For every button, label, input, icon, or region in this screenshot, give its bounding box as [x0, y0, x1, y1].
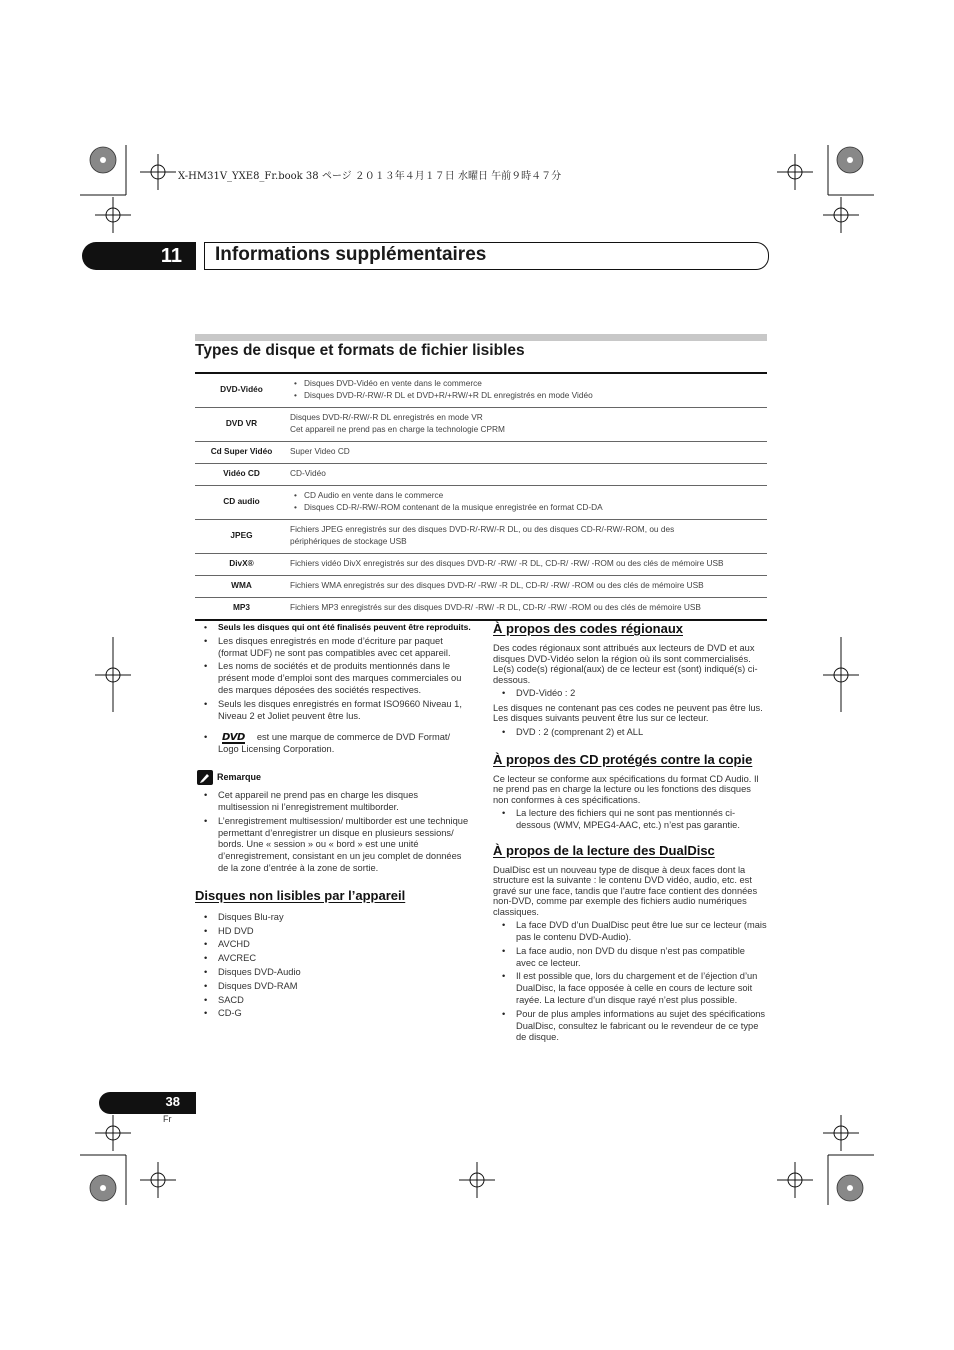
formats-table	[195, 372, 767, 621]
format-name: DivX®	[229, 558, 254, 568]
dvd-logo-icon: DVD	[222, 732, 245, 744]
list-item: • La lecture des fichiers qui ne sont pas mentionnés ci-dessous (WMV, MPEG4-AAC, etc.) n’est pas garantie.	[516, 808, 767, 832]
pencil-note-icon	[197, 770, 213, 785]
list-item: • Cet appareil ne prend pas en charge les disques multisession ni l’enregistrement multiborder.	[218, 790, 471, 814]
list-item: • Disques DVD-RAM	[218, 981, 471, 993]
format-name: JPEG	[230, 530, 253, 540]
format-name: Cd Super Vidéo	[210, 446, 273, 456]
right-column	[493, 620, 767, 1046]
format-name: MP3	[232, 602, 251, 612]
left-column	[195, 622, 471, 1022]
list-item: • La face audio, non DVD du disque n’est pas compatible avec ce lecteur.	[516, 946, 767, 970]
format-desc: Super Video CD	[290, 446, 350, 456]
page-number-badge	[99, 1092, 196, 1114]
list-item: • CD Audio en vente dans le commerce	[304, 489, 767, 501]
list-item: • Disques DVD-R/-RW/-R DL et DVD+R/+RW/+R DL enregistrés en mode Vidéo	[304, 389, 767, 401]
list-item: • HD DVD	[218, 926, 471, 938]
table-row	[195, 554, 767, 576]
list-item: • DVD : 2 (comprenant 2) et ALL	[516, 727, 767, 739]
list-item	[218, 732, 471, 756]
table-row	[195, 576, 767, 598]
list-item: • AVCREC	[218, 953, 471, 965]
chapter-badge	[82, 242, 196, 270]
list-item: • SACD	[218, 995, 471, 1007]
book-file-line: X-HM31V_YXE8_Fr.book 38 ページ ２０１３年４月１７日 水曜日 午前９時４７分	[178, 171, 562, 182]
region-heading: À propos des codes régionaux	[493, 621, 683, 636]
format-name: Vidéo CD	[223, 468, 260, 478]
list-item: • Il est possible que, lors du chargement et de l’éjection d’un DualDisc, la face opposée à celle en cours de lecture soit rayée. La lecture d’un disque rayé n’est plus possible.	[516, 971, 767, 1006]
table-row	[195, 442, 767, 464]
chapter-title: Informations supplémentaires	[215, 244, 487, 265]
format-name: DVD-Vidéo	[220, 384, 263, 394]
table-row	[195, 464, 767, 486]
list-item: • Les noms de sociétés et de produits mentionnés dans le présent mode d’emploi sont des marques commerciales ou des marques déposées des sociétés respectives.	[218, 661, 471, 696]
table-row	[195, 598, 767, 621]
list-item: • Disques Blu-ray	[218, 912, 471, 924]
page-number: 38	[165, 1094, 180, 1109]
format-desc: Fichiers WMA enregistrés sur des disques DVD-R/ -RW/ -R DL, CD-R/ -RW/ -ROM ou des clés de mémoire USB	[290, 580, 704, 590]
dvd-trademark-text: est une marque de commerce de DVD Format/ Logo Licensing Corporation.	[218, 732, 451, 755]
format-desc: CD-Vidéo	[290, 468, 326, 478]
list-item: • Seuls les disques enregistrés en format ISO9660 Niveau 1, Niveau 2 et Joliet peuvent être lus.	[218, 699, 471, 723]
format-desc: Disques DVD-R/-RW/-R DL enregistrés en mode VR	[290, 412, 483, 422]
format-name: DVD VR	[225, 418, 258, 428]
list-item: • Les disques enregistrés en mode d’écriture par paquet (format UDF) ne sont pas compatibles avec cet appareil.	[218, 636, 471, 660]
format-desc: périphériques de stockage USB	[290, 536, 407, 546]
list-item: • Disques CD-R/-RW/-ROM contenant de la musique enregistrée en format CD-DA	[304, 501, 767, 513]
region-paragraph: Les disques ne contenant pas ces codes ne peuvent pas être lus. Les disques suivants peuvent être lus sur ce lecteur.	[493, 702, 763, 724]
list-item: • Disques DVD-Vidéo en vente dans le commerce	[304, 377, 767, 389]
region-paragraph: Des codes régionaux sont attribués aux lecteurs de DVD et aux disques DVD-Vidéo selon la région où ils sont commercialisés. Le(s) code(s) régional(aux) de ce lecteur est (sont) indiqué(s) ci-dessous.	[493, 643, 758, 685]
dualdisc-paragraph: DualDisc est un nouveau type de disque à deux faces dont la structure est la suivante : le contenu DVD vidéo, audio, etc. est gravé sur une face, tandis que l’autre face contient des données non-DVD, comme par exemple des fichiers audio numériques classiques.	[493, 864, 758, 917]
table-row	[195, 486, 767, 520]
list-item: • Disques DVD-Audio	[218, 967, 471, 979]
copy-paragraph: Ce lecteur se conforme aux spécifications du format CD Audio. Il ne prend pas en charge la lecture ou les fonctions des disques non conformes à ces spécifications.	[493, 773, 759, 805]
remark-heading	[195, 770, 471, 786]
format-desc: Fichiers MP3 enregistrés sur des disques DVD-R/ -RW/ -R DL, CD-R/ -RW/ -ROM ou des clés de mémoire USB	[290, 602, 701, 612]
table-row	[195, 408, 767, 442]
list-item: • CD-G	[218, 1008, 471, 1020]
list-item: • L’enregistrement multisession/ multiborder est une technique permettant d’enregistrer un disque en plusieurs sessions/ bords. Une « session » ou « bord » est une unité d’enregistrement, consistant en un jeu complet de données de la zone d’entrée à la zone de sortie.	[218, 816, 471, 875]
list-item: • La face DVD d’un DualDisc peut être lue sur ce lecteur (mais pas le contenu DVD-Audio).	[516, 920, 767, 944]
table-row	[195, 373, 767, 408]
list-item: • DVD-Vidéo : 2	[516, 688, 767, 700]
format-desc: Fichiers JPEG enregistrés sur des disques DVD-R/-RW/-R DL, ou des disques CD-R/-RW/-ROM, ou des	[290, 524, 675, 534]
chapter-title-box	[204, 242, 769, 270]
language-code: Fr	[163, 1114, 172, 1124]
list-item: • Pour de plus amples informations au sujet des spécifications DualDisc, consultez le fabricant ou le revendeur de ce type de disque.	[516, 1009, 767, 1044]
section-title: Types de disque et formats de fichier lisibles	[195, 342, 525, 359]
format-desc: Cet appareil ne prend pas en charge la technologie CPRM	[290, 424, 505, 434]
table-row	[195, 520, 767, 554]
format-name: CD audio	[223, 496, 260, 506]
format-name: WMA	[231, 580, 252, 590]
list-item: • AVCHD	[218, 939, 471, 951]
format-desc: Fichiers vidéo DivX enregistrés sur des disques DVD-R/ -RW/ -R DL, CD-R/ -RW/ -ROM ou des clés de mémoire USB	[290, 558, 724, 568]
section-divider	[195, 334, 767, 341]
list-item: • Seuls les disques qui ont été finalisés peuvent être reproduits.	[218, 622, 471, 634]
dualdisc-heading: À propos de la lecture des DualDisc	[493, 842, 715, 858]
unreadable-heading: Disques non lisibles par l’appareil	[195, 887, 406, 903]
remark-title: Remarque	[217, 772, 262, 783]
chapter-number: 11	[160, 245, 182, 267]
copy-heading: À propos des CD protégés contre la copie	[493, 751, 753, 767]
